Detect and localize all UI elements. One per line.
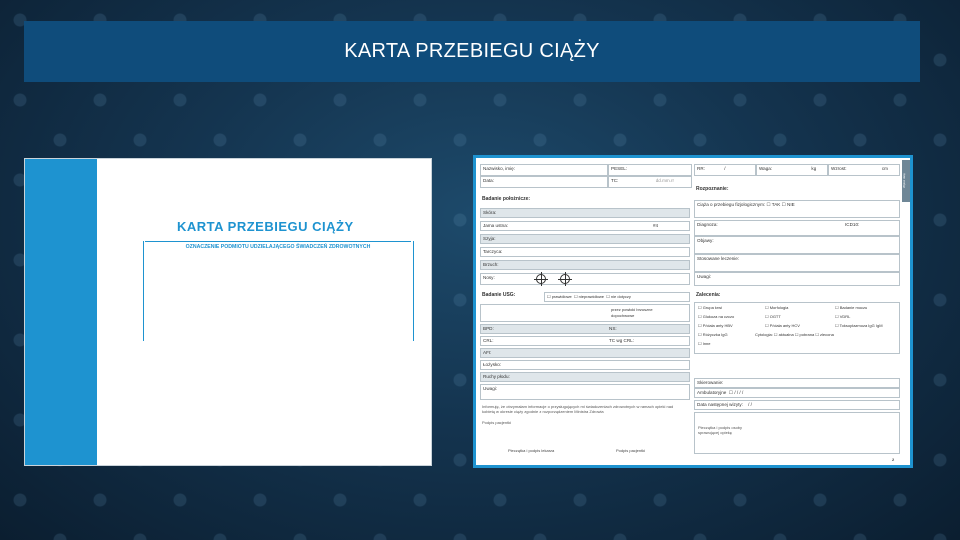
side-tag: Wpisz datę [902, 160, 910, 202]
form-page [476, 158, 910, 465]
consent-text: Informuję, że otrzymałam informacje o przysługujących mi świadczeniach zdrowotnych w ramach opieki nad kobietą w okresie ciąży zgodnie z rozporządzeniem Ministra Zdrowia [482, 404, 674, 414]
recognition-title: Rozpoznanie: [696, 186, 729, 192]
tc-field: TC: dd.mm.rr [608, 176, 692, 188]
exam-row: Szyja: [480, 234, 690, 244]
stamp-box [694, 412, 900, 454]
usg-title: Badanie USG: [482, 292, 516, 298]
footer-right: Podpis pacjentki [616, 448, 646, 453]
referral-line: Ambulatoryjne ☐ / / / / [694, 388, 900, 398]
course-field: Ciąża o przebiegu fizjologicznym: ☐ TAK ☐ NIE [694, 200, 900, 218]
card-cover-thumbnail [24, 158, 432, 466]
slide-title-bar [24, 21, 920, 82]
card-form-thumbnail [473, 155, 913, 468]
diagnosis-field: Diagnoza: ICD10: [694, 220, 900, 236]
bpd-row: BPD: NS: [480, 324, 690, 334]
stamp-label: Pieczątka i podpis osoby sprawującej opiekę [698, 425, 743, 435]
orders-title: Zalecenia: [696, 292, 721, 298]
cover-stripe [25, 159, 97, 465]
placenta-row: Łożysko: [480, 360, 690, 370]
exam-row: Skóra: [480, 208, 690, 218]
orders-grid: ☐ Grupa krwi ☐ Morfologia ☐ Badanie moczu ☐ Glukoza na czczo ☐ OGTT ☐ VDRL ☐ P/ciała anty HBV ☐ P/ciała anty HCV ☐ Toksoplazmoza IgG IgM ☐ Różyczka IgG Cytologia: ☐ aktualna ☐ pobrana ☐ zlecona ☐ Inne [694, 302, 900, 354]
next-visit: Data następnej wizyty: / / [694, 400, 900, 410]
usg-method: przez powłoki brzuszne dopochwowe [480, 304, 690, 322]
exam-title: Badanie położnicze: [482, 196, 531, 202]
slide-title: KARTA PRZEBIEGU CIĄŻY [344, 40, 600, 62]
exam-row: Brzuch: [480, 260, 690, 270]
usg-notes-row: Uwagi: [480, 384, 690, 400]
pesel-field: PESEL: [608, 164, 692, 176]
consent-signature: Podpis pacjentki [482, 420, 512, 425]
symptoms-field: Objawy: [694, 236, 900, 254]
rr-field: RR: / [694, 164, 756, 176]
height-field: Wzrost: cm [828, 164, 900, 176]
exam-row: Nosy: [480, 273, 690, 285]
name-field: Nazwisko, imię: [480, 164, 608, 176]
exam-row: Jama ustna: #4 [480, 221, 690, 231]
cover-title: KARTA PRZEBIEGU CIĄŻY [177, 219, 354, 234]
cover-subtitle: OZNACZENIE PODMIOTU UDZIELAJĄCEGO ŚWIADCZEŃ ZDROWOTNYCH [145, 241, 411, 250]
crl-row: CRL: TC wg CRL: [480, 336, 690, 346]
fhr-row: Ruchy płodu: [480, 372, 690, 382]
afi-row: AFI: [480, 348, 690, 358]
recognition-notes-field: Uwagi: [694, 272, 900, 286]
treatment-field: Stosowane leczenie: [694, 254, 900, 272]
usg-options: ☐ prawidłowe ☐ nieprawidłowe ☐ nie dotyczy [544, 292, 690, 302]
crosshair-icon [536, 274, 546, 284]
crosshair-icon [560, 274, 570, 284]
date-field: Data: [480, 176, 608, 188]
referral-title: Skierowanie: [694, 378, 900, 388]
cover-frame [143, 241, 414, 341]
weight-field: Waga: kg [756, 164, 828, 176]
footer-left: Pieczątka i podpis lekarza [508, 448, 555, 453]
page-number: 2 [892, 457, 895, 462]
exam-row: Tarczyca: [480, 247, 690, 257]
